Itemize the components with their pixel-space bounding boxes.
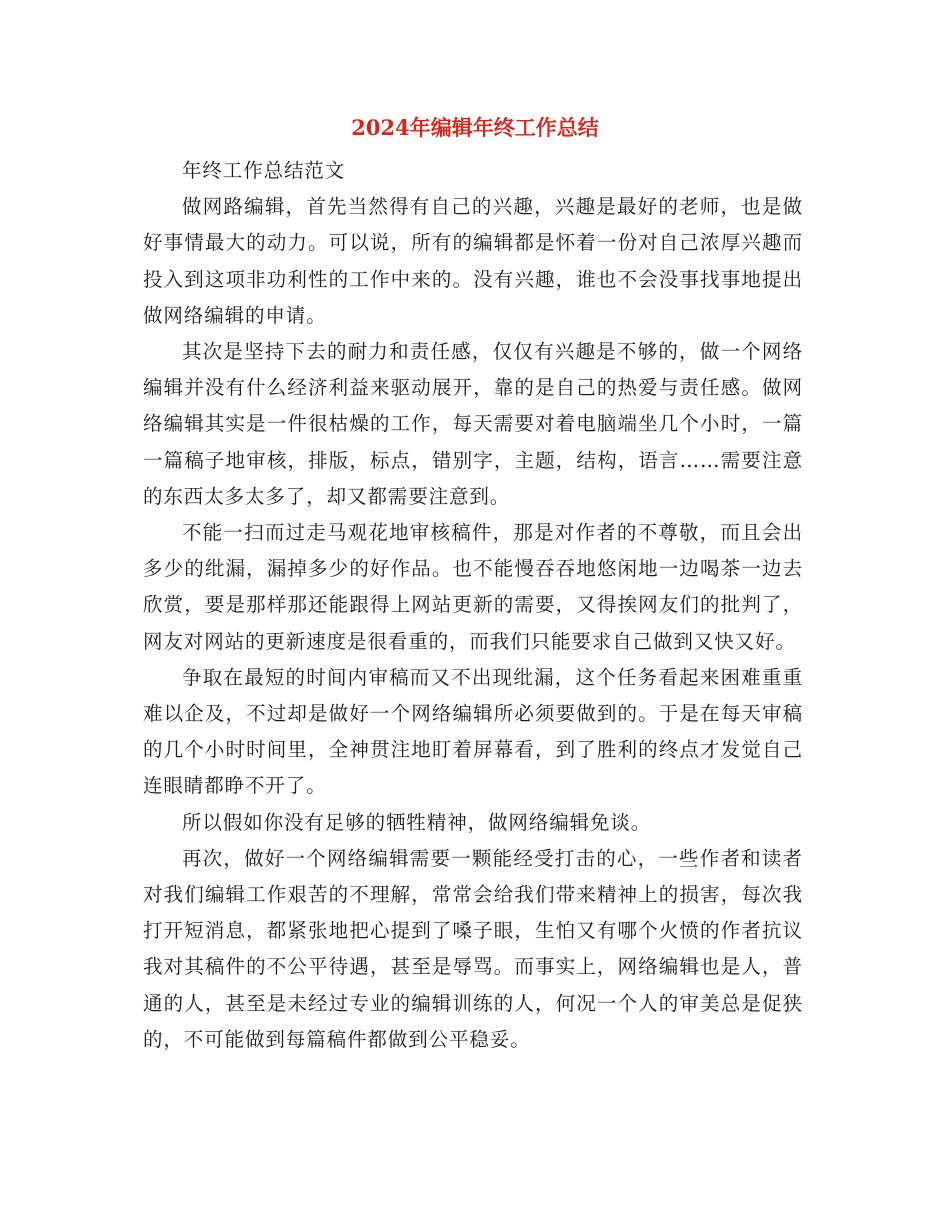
paragraph: 做网路编辑，首先当然得有自己的兴趣，兴趣是最好的老师，也是做好事情最大的动力。可以说，所有的编辑都是怀着一份对自己浓厚兴趣而投入到这项非功利性的工作中来的。没有兴趣，谁也不会没事找事地提出做网络编辑的申请。 [143,195,803,327]
paragraph: 争取在最短的时间内审稿而又不出现纰漏，这个任务看起来困难重重难以企及，不过却是做好一个网络编辑所必须要做到的。于是在每天审稿的几个小时时间里，全神贯注地盯着屏幕看，到了胜利的终点才发觉自己连眼睛都睁不开了。 [143,665,803,798]
paragraph: 再次，做好一个网络编辑需要一颗能经受打击的心，一些作者和读者对我们编辑工作艰苦的不理解，常常会给我们带来精神上的损害，每次我打开短消息，都紧张地把心提到了嗓子眼，生怕又有哪个火愤的作者抗议我对其稿件的不公平待遇，甚至是辱骂。而事实上，网络编辑也是人，普通的人，甚至是未经过专业的编辑训练的人，何况一个人的审美总是促狭的，不可能做到每篇稿件都做到公平稳妥。 [143,846,803,1051]
paragraph: 不能一扫而过走马观花地审核稿件，那是对作者的不尊敬，而且会出多少的纰漏，漏掉多少的好作品。也不能慢吞吞地悠闲地一边喝茶一边去欣赏，要是那样那还能跟得上网站更新的需要，又得挨网友们的批判了，网友对网站的更新速度是很看重的，而我们只能要求自己做到又快又好。 [143,521,803,653]
paragraph-subtitle: 年终工作总结范文 [182,159,346,182]
document-body [143,153,803,1058]
document-title: 2024年编辑年终工作总结 [351,115,599,140]
paragraph: 其次是坚持下去的耐力和责任感，仅仅有兴趣是不够的，做一个网络编辑并没有什么经济利益来驱动展开，靠的是自己的热爱与责任感。做网络编辑其实是一件很枯燥的工作，每天需要对着电脑端坐几个小时，一篇一篇稿子地审核，排版，标点，错别字，主题，结构，语言……需要注意的东西太多太多了，却又都需要注意到。 [143,340,803,508]
paragraph: 所以假如你没有足够的牺牲精神，做网络编辑免谈。 [182,810,652,834]
